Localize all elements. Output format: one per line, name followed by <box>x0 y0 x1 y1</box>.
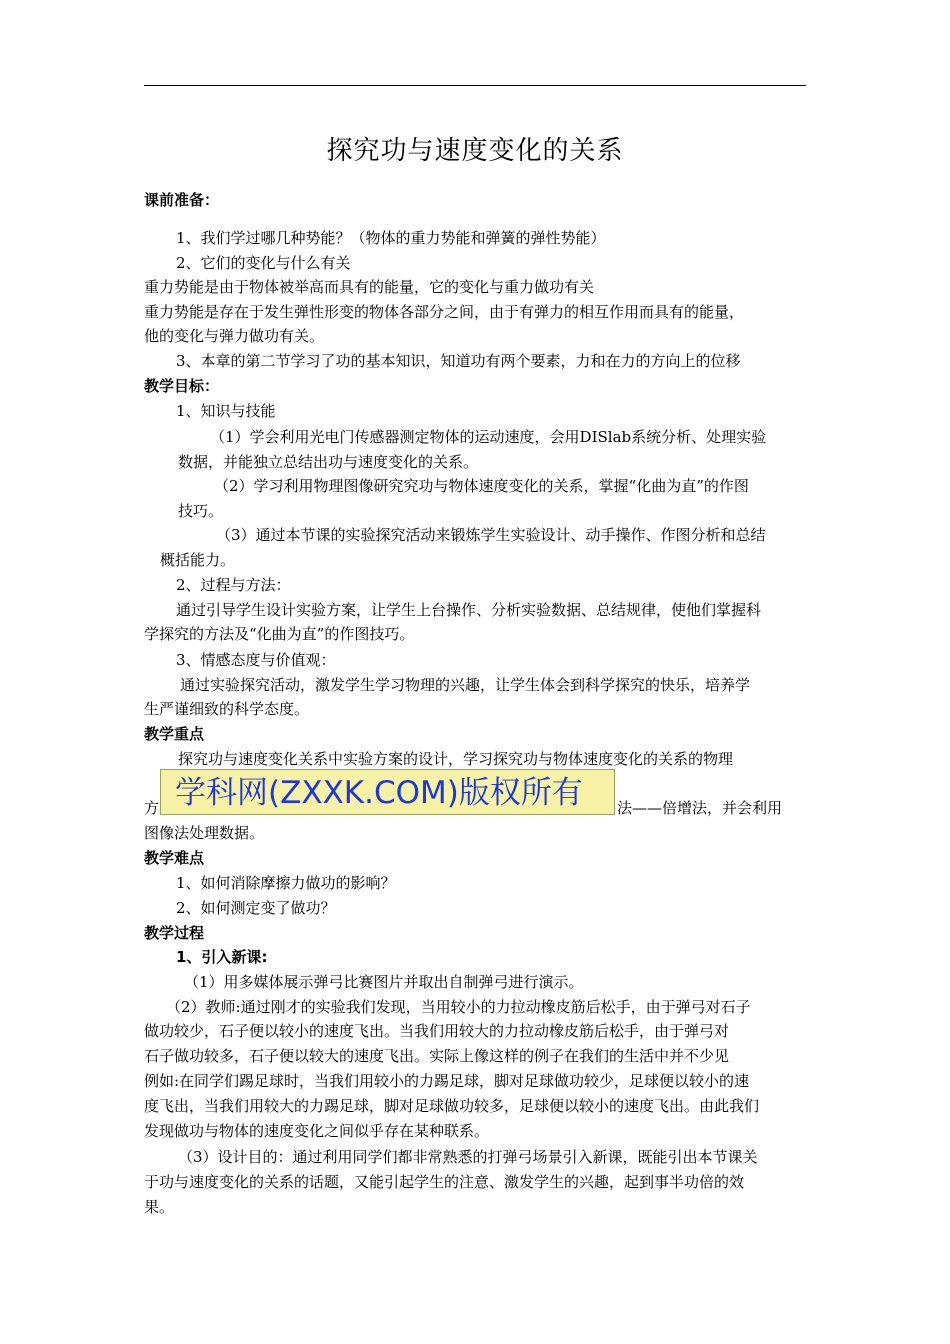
paragraph: 1、如何消除摩擦力做功的影响？ <box>176 874 396 892</box>
paragraph: 果。 <box>144 1198 175 1216</box>
paragraph: （2）学习利用物理图像研究究功与物体速度变化的关系，掌握“化曲为直”的作图 <box>214 477 749 495</box>
page-title: 探究功与速度变化的关系 <box>326 136 624 166</box>
paragraph: 概括能力。 <box>160 551 236 569</box>
paragraph: 数据，并能独立总结出功与速度变化的关系。 <box>178 453 479 471</box>
paragraph: 图像法处理数据。 <box>144 824 265 842</box>
paragraph: （1）学会利用光电门传感器测定物体的运动速度，会用DISlab系统分析、处理实验 <box>210 428 767 446</box>
paragraph: 3、情感态度与价值观： <box>176 651 336 669</box>
paragraph: 度飞出，当我们用较大的力踢足球，脚对足球做功较多，足球便以较小的速度飞出。由此我们 <box>144 1097 760 1115</box>
paragraph: 法——倍增法，并会利用 <box>617 799 783 817</box>
paragraph: 做功较少，石子便以较小的速度飞出。当我们用较大的力拉动橡皮筋后松手，由于弹弓对 <box>144 1022 730 1040</box>
paragraph: 发现做功与物体的速度变化之间似乎存在某种联系。 <box>144 1122 490 1140</box>
paragraph: 他的变化与弹力做功有关。 <box>144 327 325 345</box>
heading-difficulties: 教学难点 <box>144 849 205 867</box>
heading-goals: 教学目标： <box>144 377 220 395</box>
paragraph: 探究功与速度变化关系中实验方案的设计，学习探究功与物体速度变化的关系的物理 <box>178 750 734 768</box>
heading-key-points: 教学重点 <box>144 725 205 743</box>
heading-preparation: 课前准备： <box>144 191 220 209</box>
paragraph: 1、知识与技能 <box>176 402 276 420</box>
paragraph: 石子做功较多，石子便以较大的速度飞出。实际上像这样的例子在我们的生活中并不少见 <box>144 1047 730 1065</box>
header-rule <box>144 85 806 86</box>
paragraph: 1、我们学过哪几种势能？（物体的重力势能和弹簧的弹性势能） <box>176 229 606 247</box>
paragraph: （3）设计目的：通过利用同学们都非常熟悉的打弹弓场景引入新课，既能引出本节课关 <box>178 1148 758 1166</box>
paragraph: 重力势能是存在于发生弹性形变的物体各部分之间，由于有弹力的相互作用而具有的能量， <box>144 303 745 321</box>
heading-process: 教学过程 <box>144 924 205 942</box>
paragraph: （1）用多媒体展示弹弓比赛图片并取出自制弹弓进行演示。 <box>184 973 584 991</box>
paragraph: （2）教师:通过刚才的实验我们发现，当用较小的力拉动橡皮筋后松手，由于弹弓对石子 <box>166 998 751 1016</box>
paragraph: 重力势能是由于物体被举高而具有的能量，它的变化与重力做功有关 <box>144 278 595 296</box>
paragraph: 学探究的方法及“化曲为直”的作图技巧。 <box>144 625 415 643</box>
paragraph: 通过实验探究活动，激发学生学习物理的兴趣，让学生体会到科学探究的快乐，培养学 <box>180 676 751 694</box>
paragraph: 技巧。 <box>178 502 224 520</box>
paragraph: 2、它们的变化与什么有关 <box>176 254 351 272</box>
paragraph: 通过引导学生设计实验方案，让学生上台操作、分析实验数据、总结规律，使他们掌握科 <box>176 601 762 619</box>
paragraph: 3、本章的第二节学习了功的基本知识，知道功有两个要素，力和在力的方向上的位移 <box>176 352 741 370</box>
paragraph: （3）通过本节课的实验探究活动来锻炼学生实验设计、动手操作、作图分析和总结 <box>216 526 766 544</box>
paragraph: 于功与速度变化的关系的话题，又能引起学生的注意、激发学生的兴趣，起到事半功倍的效 <box>144 1173 745 1191</box>
watermark-banner: 学科网(ZXXK.COM)版权所有 <box>160 769 615 815</box>
paragraph: 方 <box>144 799 160 817</box>
paragraph: 2、过程与方法： <box>176 576 291 594</box>
paragraph: 例如:在同学们踢足球时，当我们用较小的力踢足球，脚对足球做功较少，足球便以较小的速 <box>144 1072 750 1090</box>
paragraph: 2、如何测定变了做功？ <box>176 899 336 917</box>
subheading-intro: 1、引入新课: <box>176 948 268 966</box>
paragraph: 生严谨细致的科学态度。 <box>144 700 310 718</box>
